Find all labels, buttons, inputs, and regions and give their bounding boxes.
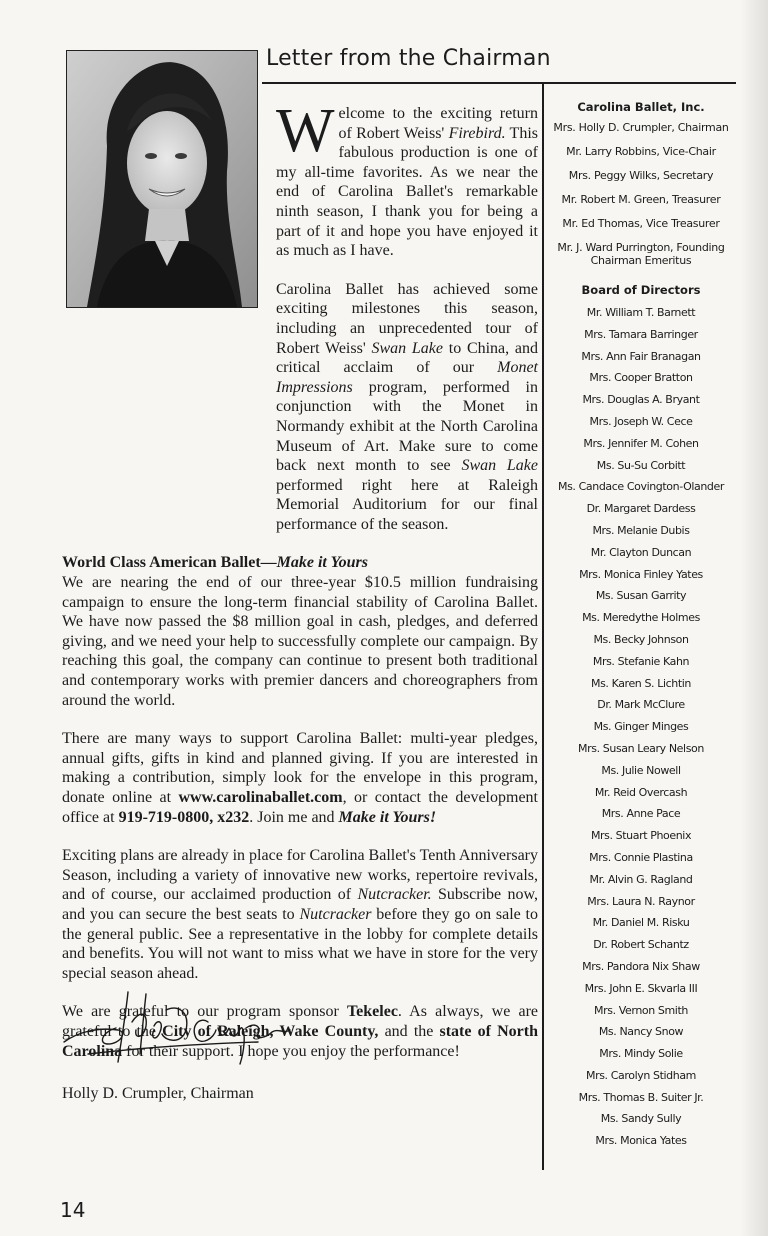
director-item: Mrs. Laura N. Raynor xyxy=(587,894,695,908)
letter-paragraph-plans: Exciting plans are already in place for Carolina Ballet's Tenth Anniversary Season, including a variety of innovative new works, repertoire revivals, and of course, our acclaimed production of Nutcracker. Subscribe now, and you can secure the best seats to Nutcracker before they go on sale to the general public. See a representative in the lobby for complete details and benefits. You will not want to miss what we have in store for the very special season ahead. xyxy=(62,847,539,982)
director-item: Mr. Reid Overcash xyxy=(594,785,688,799)
director-item: Mr. Alvin G. Ragland xyxy=(589,872,693,886)
letter-paragraph-intro: Welcome to the exciting return of Robert Weiss' Firebird. This fabulous production is one of my all-time favorites. As we near the end of Carolina Ballet's remarkable ninth season, I thank you for being a part of it and hope you have enjoyed it as much as I have. xyxy=(276,97,538,260)
director-item: Mrs. Thomas B. Suiter Jr. xyxy=(578,1090,704,1104)
director-item: Mrs. Connie Plastina xyxy=(589,850,693,864)
director-item: Ms. Nancy Snow xyxy=(598,1025,684,1039)
director-item: Mrs. Susan Leary Nelson xyxy=(578,741,704,755)
board-heading: Board of Directors xyxy=(581,283,701,297)
director-item: Mrs. Tamara Barringer xyxy=(584,327,698,341)
director-item: Ms. Sandy Sully xyxy=(600,1112,682,1126)
title-rule xyxy=(262,82,736,84)
directors-list xyxy=(548,302,734,1152)
letter-paragraph-milestones: Carolina Ballet has achieved some exciting milestones this season, including an unprecedented tour of Robert Weiss' Swan Lake to China, and critical acclaim of our Monet Impressions program, performed in conjunction with the Monet in Normandy exhibit at the North Carolina Museum of Art. Make sure to come back next month to see Swan Lake performed right here at Raleigh Memorial Auditorium for our final performance of the season. xyxy=(276,280,539,533)
board-sidebar xyxy=(548,100,734,1152)
handwritten-signature xyxy=(58,982,298,1072)
director-item: Mrs. Monica Finley Yates xyxy=(579,567,703,581)
signoff-name: Holly D. Crumpler, Chairman xyxy=(62,1085,254,1102)
director-item: Ms. Meredythe Holmes xyxy=(582,611,700,625)
director-item: Mrs. Jennifer M. Cohen xyxy=(583,436,699,450)
director-item: Ms. Susan Garrity xyxy=(595,589,687,603)
officer-item: Mr. J. Ward Purrington, Founding Chairman Emeritus xyxy=(557,241,725,267)
page-number: 14 xyxy=(60,1198,86,1222)
director-item: Mrs. Anne Pace xyxy=(601,807,681,821)
director-item: Ms. Becky Johnson xyxy=(593,632,689,646)
officer-item: Mrs. Holly D. Crumpler, Chairman xyxy=(553,121,729,134)
director-item: Mrs. Douglas A. Bryant xyxy=(582,393,700,407)
director-item: Ms. Ginger Minges xyxy=(593,720,689,734)
director-item: Mrs. Stefanie Kahn xyxy=(592,654,690,668)
director-item: Mrs. Ann Fair Branagan xyxy=(581,349,701,363)
director-item: Mrs. Pandora Nix Shaw xyxy=(582,959,700,973)
director-item: Ms. Candace Covington-Olander xyxy=(558,480,724,494)
director-item: Mr. Daniel M. Risku xyxy=(592,916,690,930)
website-link[interactable]: www.carolinaballet.com xyxy=(178,789,343,806)
letter-paragraph-support: There are many ways to support Carolina Ballet: multi-year pledges, annual gifts, gifts in kind and planned giving. If you are interested in making a contribution, simply look for the envelope in this program, donate online at www.carolinaballet.com, or contact the development office at 919-719-0800, x232. Join me and Make it Yours! xyxy=(62,730,538,826)
director-item: Dr. Mark McClure xyxy=(597,698,685,712)
director-item: Mrs. Melanie Dubis xyxy=(592,523,690,537)
letter-paragraph-campaign: We are nearing the end of our three-year $10.5 million fundraising campaign to ensure the long-term financial stability of Carolina Ballet. We have now passed the $8 million goal in cash, pledges, and deferred giving, and we need your help to successfully complete our campaign. By reaching this goal, the company can continue to present both traditional and contemporary works with premier dancers and choreographers from around the world. xyxy=(62,574,538,709)
director-item: Mrs. John E. Skvarla III xyxy=(584,981,698,995)
officer-item: Mr. Ed Thomas, Vice Treasurer xyxy=(562,217,720,230)
officer-item: Mr. Robert M. Green, Treasurer xyxy=(561,193,721,206)
letter-paragraph-thanks: We are grateful to our program sponsor Tekelec. As always, we are grateful to the City of Raleigh, Wake County, and the state of North Carolina for their support. I hope you enjoy the performance! xyxy=(62,1003,539,1060)
director-item: Dr. Robert Schantz xyxy=(593,938,689,952)
director-item: Mr. William T. Barnett xyxy=(586,306,696,319)
drop-cap: W xyxy=(276,97,335,165)
director-item: Mrs. Carolyn Stidham xyxy=(586,1068,696,1082)
column-divider xyxy=(542,84,544,1170)
phone-number: 919-719-0800, x232 xyxy=(118,808,250,826)
section-heading: World Class American Ballet—Make it Yours xyxy=(62,554,368,572)
director-item: Mrs. Vernon Smith xyxy=(594,1003,688,1017)
director-item: Mrs. Joseph W. Cece xyxy=(589,414,693,428)
officers-list xyxy=(548,121,734,267)
director-item: Dr. Margaret Dardess xyxy=(586,502,696,516)
page-title: Letter from the Chairman xyxy=(266,46,551,71)
director-item: Mrs. Stuart Phoenix xyxy=(590,829,692,843)
page-edge-shadow xyxy=(740,0,768,1236)
director-item: Ms. Su-Su Corbitt xyxy=(596,458,686,472)
director-item: Ms. Julie Nowell xyxy=(601,763,681,777)
organization-name: Carolina Ballet, Inc. xyxy=(577,100,705,114)
officer-item: Mrs. Peggy Wilks, Secretary xyxy=(568,169,714,182)
director-item: Mr. Clayton Duncan xyxy=(590,545,692,559)
director-item: Mrs. Mindy Solie xyxy=(599,1047,683,1061)
director-item: Mrs. Monica Yates xyxy=(595,1134,687,1148)
director-item: Mrs. Cooper Bratton xyxy=(589,371,693,385)
officer-item: Mr. Larry Robbins, Vice-Chair xyxy=(566,145,716,158)
letter-body xyxy=(62,97,539,1061)
director-item: Ms. Karen S. Lichtin xyxy=(590,676,691,690)
